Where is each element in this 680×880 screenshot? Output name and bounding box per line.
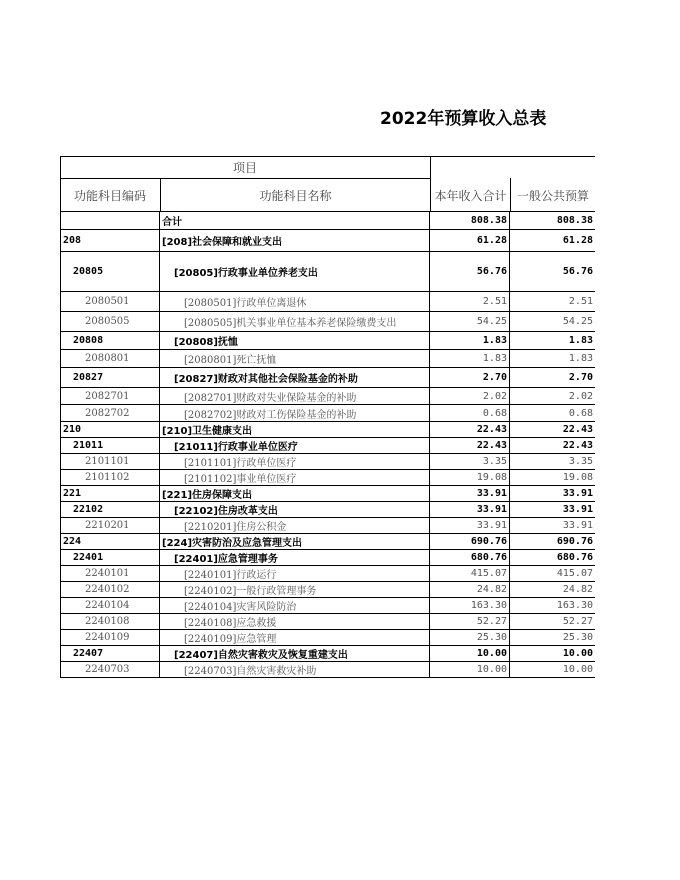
row-code: 22102	[60, 502, 160, 517]
row-total: 25.30	[430, 630, 510, 645]
row-general: 10.00	[562, 648, 593, 659]
row-general: 33.91	[562, 504, 593, 515]
table-row	[60, 486, 595, 502]
row-general: 54.25	[562, 316, 593, 327]
table-row	[60, 614, 595, 630]
row-general: 2.02	[568, 390, 593, 402]
row-total: 690.76	[430, 534, 510, 549]
row-general: 52.27	[562, 616, 593, 627]
header-general-label: 一般公共预算	[516, 188, 589, 203]
row-total: 0.68	[430, 405, 510, 421]
row-total: 415.07	[430, 566, 510, 581]
row-name: [221]住房保障支出	[160, 486, 430, 501]
row-total: 10.00	[430, 662, 510, 677]
table-row	[60, 566, 595, 582]
row-code: 2240101	[60, 566, 160, 581]
row-name: [2240108]应急救援	[160, 614, 430, 629]
row-name: [2080501]行政单位离退休	[160, 292, 430, 311]
row-code: 2080801	[60, 350, 160, 367]
row-total: 808.38	[430, 212, 510, 229]
table-header	[60, 156, 595, 212]
row-name: [208]社会保障和就业支出	[160, 230, 430, 251]
table-row	[60, 332, 595, 350]
row-total: 680.76	[430, 550, 510, 565]
table-row	[60, 292, 595, 312]
row-general: 56.76	[562, 266, 593, 277]
row-name: [20827]财政对其他社会保险基金的补助	[160, 368, 430, 387]
row-general: 33.91	[562, 488, 593, 499]
row-code: 2240703	[60, 662, 160, 677]
row-name: [20805]行政事业单位养老支出	[160, 252, 430, 291]
table-row	[60, 550, 595, 566]
row-general: 1.83	[568, 353, 593, 364]
row-code: 2080501	[60, 292, 160, 311]
row-name: [2080505]机关事业单位基本养老保险缴费支出	[160, 312, 430, 331]
row-code: 22407	[60, 646, 160, 661]
row-general: 33.91	[562, 520, 593, 531]
row-total: 52.27	[430, 614, 510, 629]
row-total: 3.35	[430, 454, 510, 469]
row-code: 2240104	[60, 598, 160, 613]
row-name: [21011]行政事业单位医疗	[160, 438, 430, 453]
table-row	[60, 368, 595, 388]
table-row	[60, 230, 595, 252]
row-name: [2082701]财政对失业保险基金的补助	[160, 388, 430, 404]
table-row	[60, 598, 595, 614]
row-total: 2.51	[430, 292, 510, 311]
row-name: [2080801]死亡抚恤	[160, 350, 430, 367]
row-total: 33.91	[430, 502, 510, 517]
row-general: 22.43	[562, 424, 593, 435]
row-general: 25.30	[562, 632, 593, 643]
row-name: [2210201]住房公积金	[160, 518, 430, 533]
row-code: 20827	[60, 368, 160, 387]
row-total: 24.82	[430, 582, 510, 597]
row-name: [224]灾害防治及应急管理支出	[160, 534, 430, 549]
table-row	[60, 422, 595, 438]
row-total: 61.28	[430, 230, 510, 251]
row-code: 208	[60, 230, 160, 251]
row-code: 210	[60, 422, 160, 437]
row-code: 20808	[60, 332, 160, 349]
table-row	[60, 252, 595, 292]
row-total: 56.76	[430, 252, 510, 291]
row-general: 680.76	[556, 552, 593, 563]
row-general: 2.51	[568, 296, 593, 307]
row-total: 33.91	[430, 486, 510, 501]
row-name: [2240109]应急管理	[160, 630, 430, 645]
row-general: 163.30	[556, 600, 593, 611]
row-general: 24.82	[562, 584, 593, 595]
row-general: 2.70	[568, 372, 593, 383]
table-body	[60, 212, 595, 678]
row-name: [20808]抚恤	[160, 332, 430, 349]
row-total: 19.08	[430, 470, 510, 485]
row-name: [22102]住房改革支出	[160, 502, 430, 517]
table-row	[60, 212, 595, 230]
row-code: 221	[60, 486, 160, 501]
table-row	[60, 646, 595, 662]
header-total-label: 本年收入合计	[434, 188, 507, 203]
row-general: 3.35	[568, 456, 593, 467]
row-code: 22401	[60, 550, 160, 565]
row-name: [2240104]灾害风险防治	[160, 598, 430, 613]
row-name: [2101101]行政单位医疗	[160, 454, 430, 469]
header-name-label: 功能科目名称	[259, 188, 332, 203]
row-code: 2082702	[60, 405, 160, 421]
row-name: [2240101]行政运行	[160, 566, 430, 581]
table-row	[60, 518, 595, 534]
row-name: [2101102]事业单位医疗	[160, 470, 430, 485]
table-row	[60, 662, 595, 678]
table-row	[60, 388, 595, 405]
row-general: 808.38	[556, 215, 593, 226]
header-code-label: 功能科目编码	[73, 188, 146, 203]
row-code: 2240102	[60, 582, 160, 597]
row-code: 2101102	[60, 470, 160, 485]
row-general: 415.07	[556, 568, 593, 579]
row-name: [22401]应急管理事务	[160, 550, 430, 565]
table-row	[60, 630, 595, 646]
row-general: 10.00	[562, 664, 593, 675]
row-total: 163.30	[430, 598, 510, 613]
row-general: 19.08	[562, 472, 593, 483]
row-code	[60, 212, 160, 229]
row-name: [2082702]财政对工伤保险基金的补助	[160, 405, 430, 421]
row-name: [2240703]自然灾害救灾补助	[160, 662, 430, 677]
header-group-label: 项目	[232, 160, 257, 175]
row-total: 10.00	[430, 646, 510, 661]
row-general: 0.68	[568, 407, 593, 419]
table-row	[60, 350, 595, 368]
row-general: 22.43	[562, 440, 593, 451]
row-total: 2.70	[430, 368, 510, 387]
row-name: 合计	[160, 212, 430, 229]
table-row	[60, 502, 595, 518]
table-row	[60, 470, 595, 486]
row-name: [2240102]一般行政管理事务	[160, 582, 430, 597]
row-general: 61.28	[562, 235, 593, 246]
row-code: 2080505	[60, 312, 160, 331]
page-title: 2022年预算收入总表	[380, 109, 547, 129]
row-total: 22.43	[430, 422, 510, 437]
row-general: 690.76	[556, 536, 593, 547]
row-code: 2240108	[60, 614, 160, 629]
row-total: 54.25	[430, 312, 510, 331]
row-code: 224	[60, 534, 160, 549]
row-code: 20805	[60, 252, 160, 291]
table-row	[60, 405, 595, 422]
row-code: 21011	[60, 438, 160, 453]
row-name: [210]卫生健康支出	[160, 422, 430, 437]
row-code: 2101101	[60, 454, 160, 469]
row-total: 22.43	[430, 438, 510, 453]
table-row	[60, 312, 595, 332]
table-row	[60, 454, 595, 470]
row-name: [22407]自然灾害救灾及恢复重建支出	[160, 646, 430, 661]
row-total: 2.02	[430, 388, 510, 404]
table-row	[60, 582, 595, 598]
row-total: 1.83	[430, 332, 510, 349]
row-total: 1.83	[430, 350, 510, 367]
row-code: 2082701	[60, 388, 160, 404]
row-total: 33.91	[430, 518, 510, 533]
table-row	[60, 534, 595, 550]
row-general: 1.83	[568, 335, 593, 346]
row-code: 2210201	[60, 518, 160, 533]
row-code: 2240109	[60, 630, 160, 645]
table-row	[60, 438, 595, 454]
